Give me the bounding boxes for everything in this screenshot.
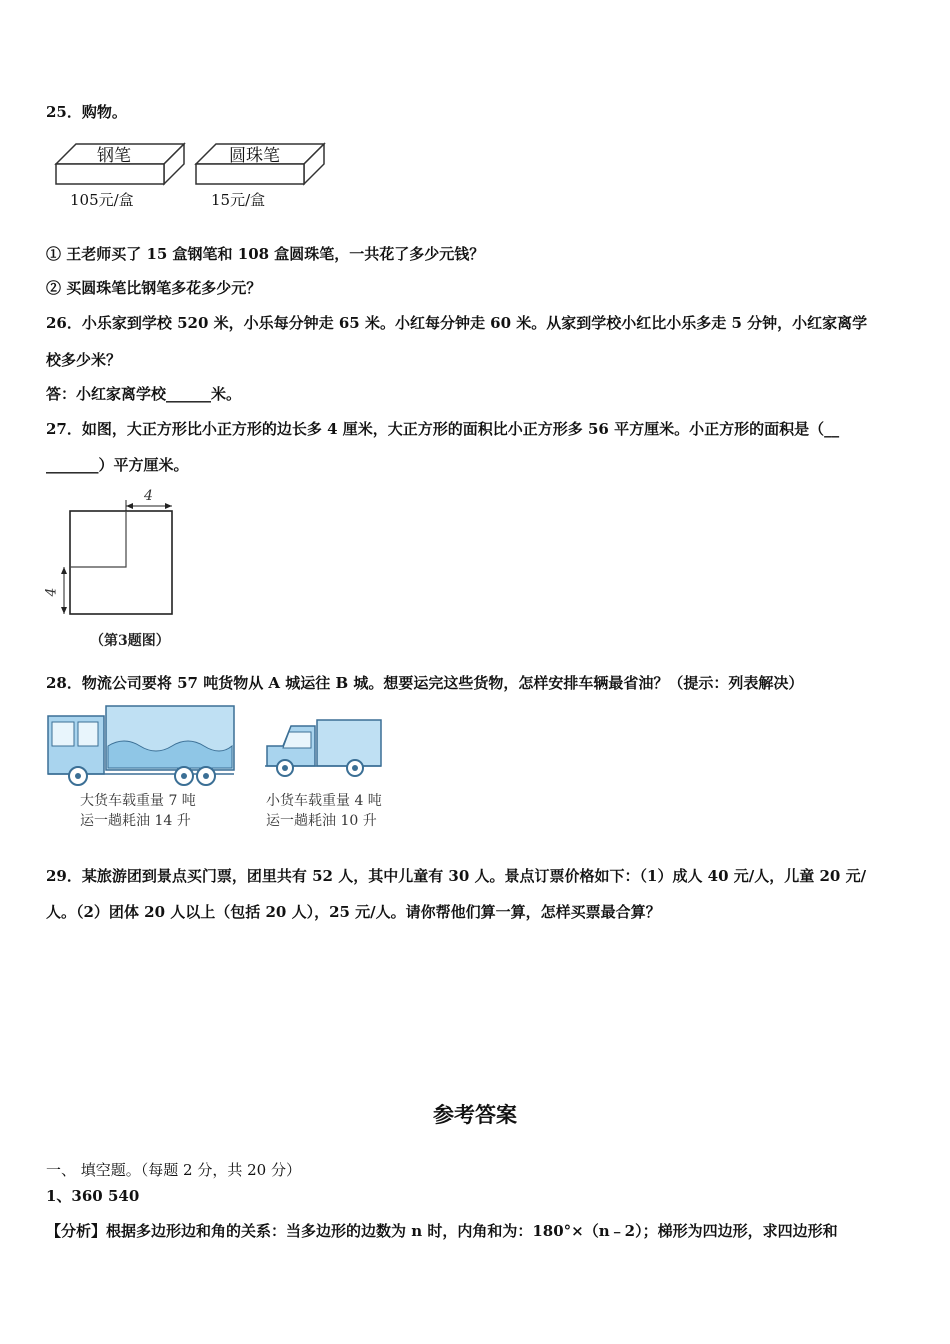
- ballpen-label: 圆珠笔: [229, 146, 280, 166]
- q26-line2: 校多少米？: [46, 351, 122, 369]
- dim-left-label: 4: [43, 587, 60, 597]
- small-truck-icon: [263, 716, 385, 780]
- answers-item-1: 1、360 540: [46, 1187, 140, 1205]
- small-truck-caption-2: 运一趟耗油 10 升: [266, 813, 377, 829]
- q25-title: 25．购物。: [46, 103, 127, 121]
- q27-line1: 27．如图，大正方形比小正方形的边长多 4 厘米，大正方形的面积比小正方形多 56 平方厘米。小正方形的面积是（__: [46, 420, 840, 438]
- pen-label: 钢笔: [97, 146, 131, 166]
- q29-line1: 29．某旅游团到景点买门票，团里共有 52 人，其中儿童有 30 人。景点订票价格如下：（1）成人 40 元/人，儿童 20 元/: [46, 867, 867, 885]
- product-boxes-illustration: [52, 140, 332, 188]
- ballpen-price: 15元/盒: [211, 191, 266, 209]
- q28-line1: 28．物流公司要将 57 吨货物从 A 城运往 B 城。想要运完这些货物，怎样安排车辆最省油？（提示：列表解决）: [46, 674, 804, 692]
- q26-line1: 26．小乐家到学校 520 米，小乐每分钟走 65 米。小红每分钟走 60 米。从家到学校小红比小乐多走 5 分钟，小红家离学: [46, 314, 868, 332]
- answers-analysis: 【分析】根据多边形边和角的关系：当多边形的边数为 n 时，内角和为：180°×（n﹣2）；梯形为四边形，求四边形和: [46, 1222, 838, 1240]
- big-truck-icon: [44, 702, 239, 788]
- big-truck-caption-2: 运一趟耗油 14 升: [80, 813, 191, 829]
- q25-sub1: ① 王老师买了 15 盒钢笔和 108 盒圆珠笔，一共花了多少元钱？: [46, 245, 485, 263]
- q29-line2: 人。（2）团体 20 人以上（包括 20 人），25 元/人。请你帮他们算一算，怎样买票最合算？: [46, 903, 661, 921]
- dim-top-label: 4: [144, 488, 153, 504]
- figure-caption: （第3题图）: [90, 633, 170, 649]
- q25-sub2: ② 买圆珠笔比钢笔多花多少元？: [46, 279, 262, 297]
- answers-section: 一、 填空题。（每题 2 分，共 20 分）: [46, 1161, 301, 1179]
- answers-title: 参考答案: [433, 1103, 517, 1127]
- squares-figure: [44, 486, 184, 626]
- pen-price: 105元/盒: [70, 191, 134, 209]
- small-truck-caption-1: 小货车载重量 4 吨: [266, 793, 382, 809]
- q27-line2: _______）平方厘米。: [46, 456, 189, 474]
- big-truck-caption-1: 大货车载重量 7 吨: [80, 793, 196, 809]
- q26-answer: 答：小红家离学校______米。: [46, 385, 242, 403]
